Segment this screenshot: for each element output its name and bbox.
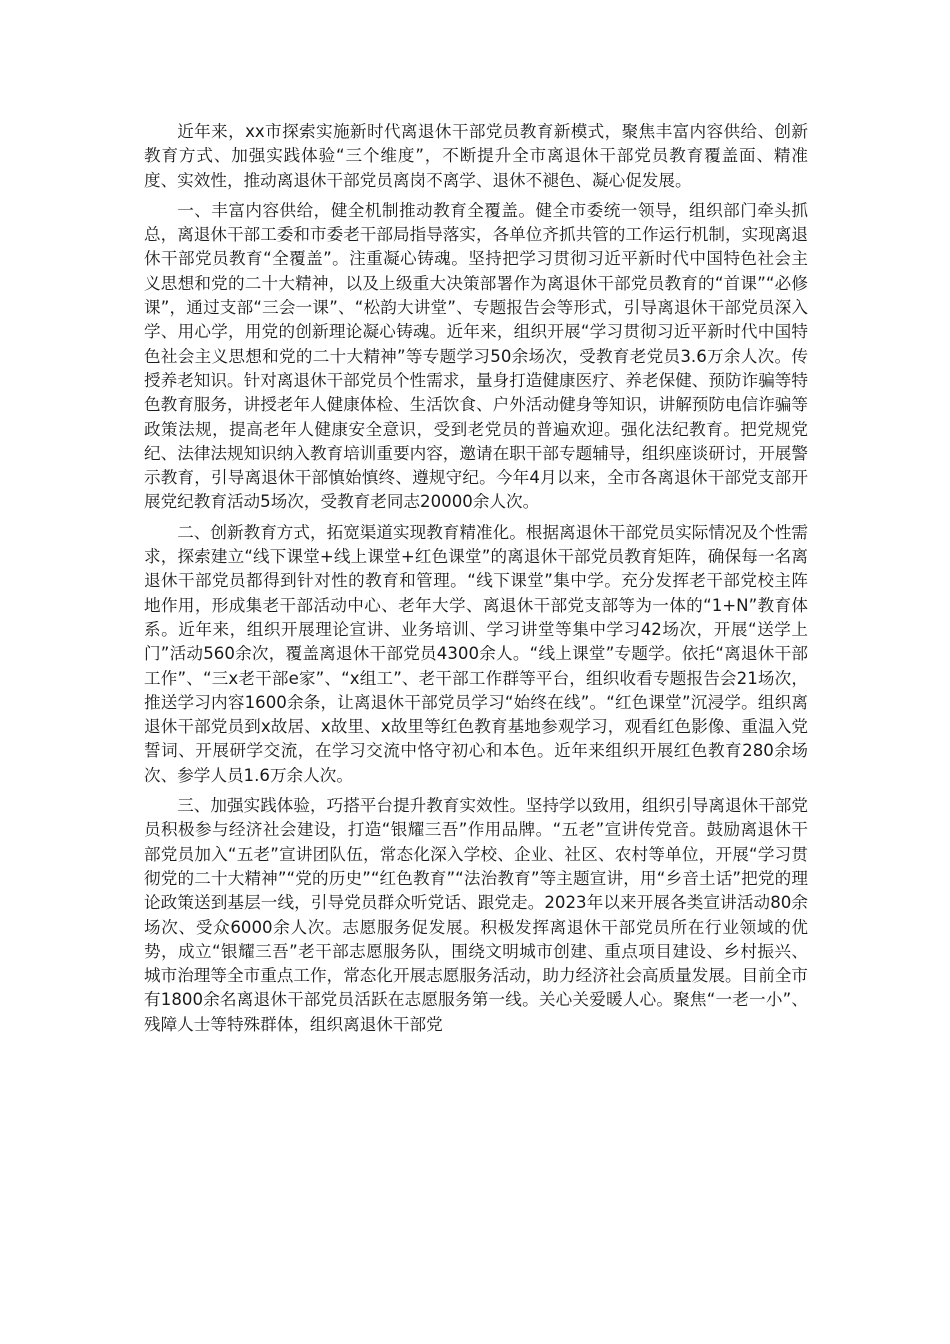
paragraph-section-3: 三、加强实践体验，巧搭平台提升教育实效性。坚持学以致用，组织引导离退休干部党员积极参与经济社会建设，打造“银耀三吾”作用品牌。“五老”宣讲传党音。鼓励离退休干部党员加入“五老”宣讲团队伍，常态化深入学校、企业、社区、农村等单位，开展“学习贯彻党的二十大精神”“党的历史”“红色教育”“法治教育”等主题宣讲，用“乡音土话”把党的理论政策送到基层一线，引导党员群众听党话、跟党走。2023年以来开展各类宣讲活动80余场次、受众6000余人次。志愿服务促发展。积极发挥离退休干部党员所在行业领域的优势，成立“银耀三吾”老干部志愿服务队，围绕文明城市创建、重点项目建设、乡村振兴、城市治理等全市重点工作，常态化开展志愿服务活动，助力经济社会高质量发展。目前全市有1800余名离退休干部党员活跃在志愿服务第一线。关心关爱暖人心。聚焦“一老一小”、残障人士等特殊群体，组织离退休干部党: [144, 796, 808, 1034]
paragraph-section-1: 一、丰富内容供给，健全机制推动教育全覆盖。健全市委统一领导，组织部门牵头抓总，离退休干部工委和市委老干部局指导落实，各单位齐抓共管的工作运行机制，实现离退休干部党员教育“全覆盖”。注重凝心铸魂。坚持把学习贯彻习近平新时代中国特色社会主义思想和党的二十大精神，以及上级重大决策部署作为离退休干部党员教育的“首课”“必修课”，通过支部“三会一课”、“松韵大讲堂”、专题报告会等形式，引导离退休干部党员深入学、用心学，用党的创新理论凝心铸魂。近年来，组织开展“学习贯彻习近平新时代中国特色社会主义思想和党的二十大精神”等专题学习50余场次，受教育老党员3.6万余人次。传授养老知识。针对离退休干部党员个性需求，量身打造健康医疗、养老保健、预防诈骗等特色教育服务，讲授老年人健康体检、生活饮食、户外活动健身等知识，讲解预防电信诈骗等政策法规，提高老年人健康安全意识，受到老党员的普遍欢迎。强化法纪教育。把党规党纪、法律法规知识纳入教育培训重要内容，邀请在职干部专题辅导，组织座谈研讨，开展警示教育，引导离退休干部慎始慎终、遵规守纪。今年4月以来，全市各离退休干部党支部开展党纪教育活动5场次，受教育老同志20000余人次。: [144, 200, 808, 512]
paragraph-intro: 近年来，xx市探索实施新时代离退休干部党员教育新模式，聚焦丰富内容供给、创新教育方式、加强实践体验“三个维度”，不断提升全市离退休干部党员教育覆盖面、精准度、实效性，推动离退休干部党员离岗不离学、退休不褪色、凝心促发展。: [144, 122, 808, 190]
paragraph-section-2: 二、创新教育方式，拓宽渠道实现教育精准化。根据离退休干部党员实际情况及个性需求，探索建立“线下课堂+线上课堂+红色课堂”的离退休干部党员教育矩阵，确保每一名离退休干部党员都得到针对性的教育和管理。“线下课堂”集中学。充分发挥老干部党校主阵地作用，形成集老干部活动中心、老年大学、离退休干部党支部等为一体的“1+N”教育体系。近年来，组织开展理论宣讲、业务培训、学习讲堂等集中学习42场次，开展“送学上门”活动560余次，覆盖离退休干部党员4300余人。“线上课堂”专题学。依托“离退休干部工作”、“三x老干部e家”、“x组工”、老干部工作群等平台，组织收看专题报告会21场次，推送学习内容1600余条，让离退休干部党员学习“始终在线”。“红色课堂”沉浸学。组织离退休干部党员到x故居、x故里、x故里等红色教育基地参观学习，观看红色影像、重温入党誓词、开展研学交流，在学习交流中恪守初心和本色。近年来组织开展红色教育280余场次、参学人员1.6万余人次。: [144, 522, 808, 785]
document-body: [144, 120, 808, 1043]
